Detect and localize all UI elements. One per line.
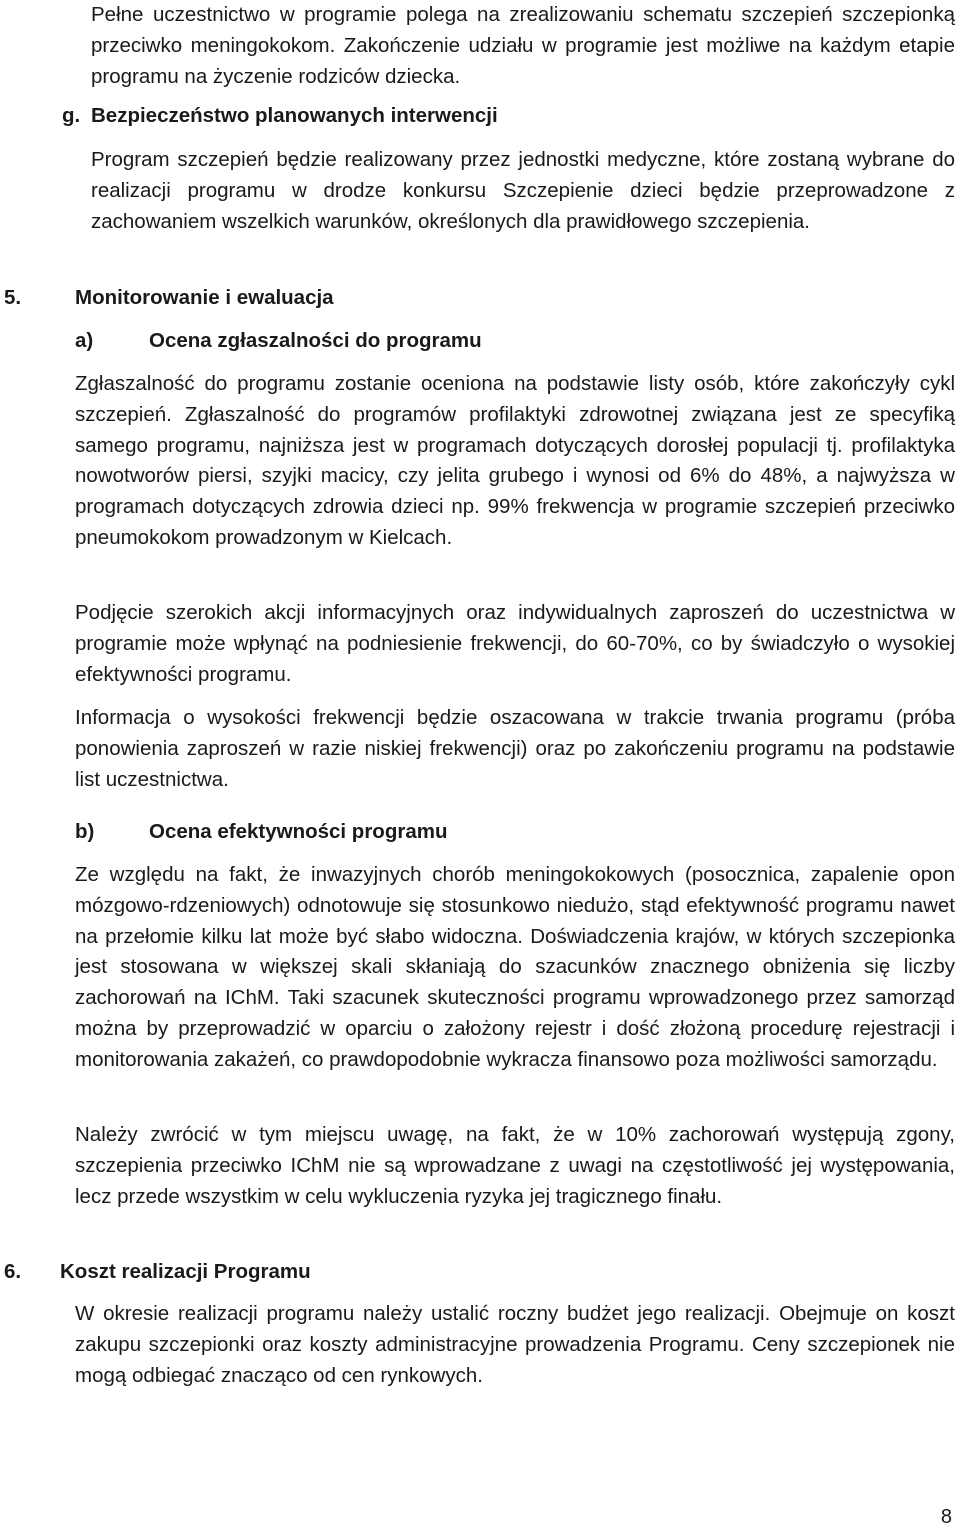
subsection-b-heading	[75, 817, 447, 847]
subsection-b-paragraph-2: Należy zwrócić w tym miejscu uwagę, na fakt, że w 10% zachorowań występują zgony, szczepienia przeciwko IChM nie są wprowadzane z uwagi na częstotliwość jej występowania, lecz przede wszystkim w celu wykluczenia ryzyka jej tragicznego finału.	[75, 1123, 955, 1208]
section-g-body: Program szczepień będzie realizowany przez jednostki medyczne, które zostaną wybrane do realizacji programu w drodze konkursu Szczepienie dzieci będzie przeprowadzone z zachowaniem wszelkich warunków, określonych dla prawidłowego szczepienia.	[91, 148, 955, 233]
section-6-title: Koszt realizacji Programu	[60, 1260, 311, 1283]
section-5-heading	[4, 283, 334, 313]
section-5-number: 5.	[4, 286, 22, 309]
subsection-a-heading	[75, 326, 482, 356]
subsection-b-paragraph-1: Ze względu na fakt, że inwazyjnych chorób meningokokowych (posocznica, zapalenie opon mózgowo-rdzeniowych) odnotowuje się stosunkowo niedużo, stąd efektywność programu nawet na przełomie kilku lat może być słabo widoczna. Doświadczenia krajów, w których szczepionka jest stosowana w większej skali skłaniają do szacunków znacznego obniżenia się liczby zachorowań na IChM. Taki szacunek skuteczności programu wprowadzonego przez samorząd można by przeprowadzić w oparciu o założony rejestr i dość złożoną procedurę rejestracji i monitorowania zakażeń, co prawdopodobnie wykracza finansowo poza możliwości samorządu.	[75, 863, 955, 1071]
subsection-a-paragraph-3: Informacja o wysokości frekwencji będzie oszacowana w trakcie trwania programu (próba ponowienia zaproszeń w razie niskiej frekwencji) oraz po zakończeniu programu na podstawie list uczestnictwa.	[75, 706, 955, 791]
subsection-b-marker: b)	[75, 820, 95, 843]
section-6-number: 6.	[4, 1260, 22, 1283]
section-g-title: Bezpieczeństwo planowanych interwencji	[91, 104, 498, 127]
section-5-title: Monitorowanie i ewaluacja	[75, 286, 334, 309]
page-number: 8	[940, 1506, 952, 1528]
subsection-b-title: Ocena efektywności programu	[149, 820, 448, 843]
subsection-a-paragraph-2: Podjęcie szerokich akcji informacyjnych oraz indywidualnych zaproszeń do uczestnictwa w programie może wpłynąć na podniesienie frekwencji, do 60-70%, co by świadczyło o wysokiej efektywności programu.	[75, 601, 955, 686]
section-6-body: W okresie realizacji programu należy ustalić roczny budżet jego realizacji. Obejmuje on koszt zakupu szczepionki oraz koszty administracyjne prowadzenia Programu. Ceny szczepionek nie mogą odbiegać znacząco od cen rynkowych.	[75, 1302, 955, 1387]
subsection-a-marker: a)	[75, 329, 94, 352]
section-g-marker: g.	[62, 104, 81, 127]
subsection-a-title: Ocena zgłaszalności do programu	[149, 329, 482, 352]
section-g-heading	[62, 101, 498, 131]
intro-paragraph: Pełne uczestnictwo w programie polega na zrealizowaniu schematu szczepień szczepionką przeciwko meningokokom. Zakończenie udziału w programie jest możliwe na każdym etapie programu na życzenie rodziców dziecka.	[91, 3, 955, 88]
section-6-heading	[4, 1257, 311, 1287]
subsection-a-paragraph-1: Zgłaszalność do programu zostanie oceniona na podstawie listy osób, które zakończyły cykl szczepień. Zgłaszalność do programów profilaktyki zdrowotnej związana jest ze specyfiką samego programu, najniższa jest w programach dotyczących dorosłej populacji tj. profilaktyka nowotworów piersi, szyjki macicy, czy jelita grubego i wynosi od 6% do 48%, a najwyższa w programach dotyczących zdrowia dzieci np. 99% frekwencja w programie szczepień przeciwko pneumokokom prowadzonym w Kielcach.	[75, 372, 955, 549]
